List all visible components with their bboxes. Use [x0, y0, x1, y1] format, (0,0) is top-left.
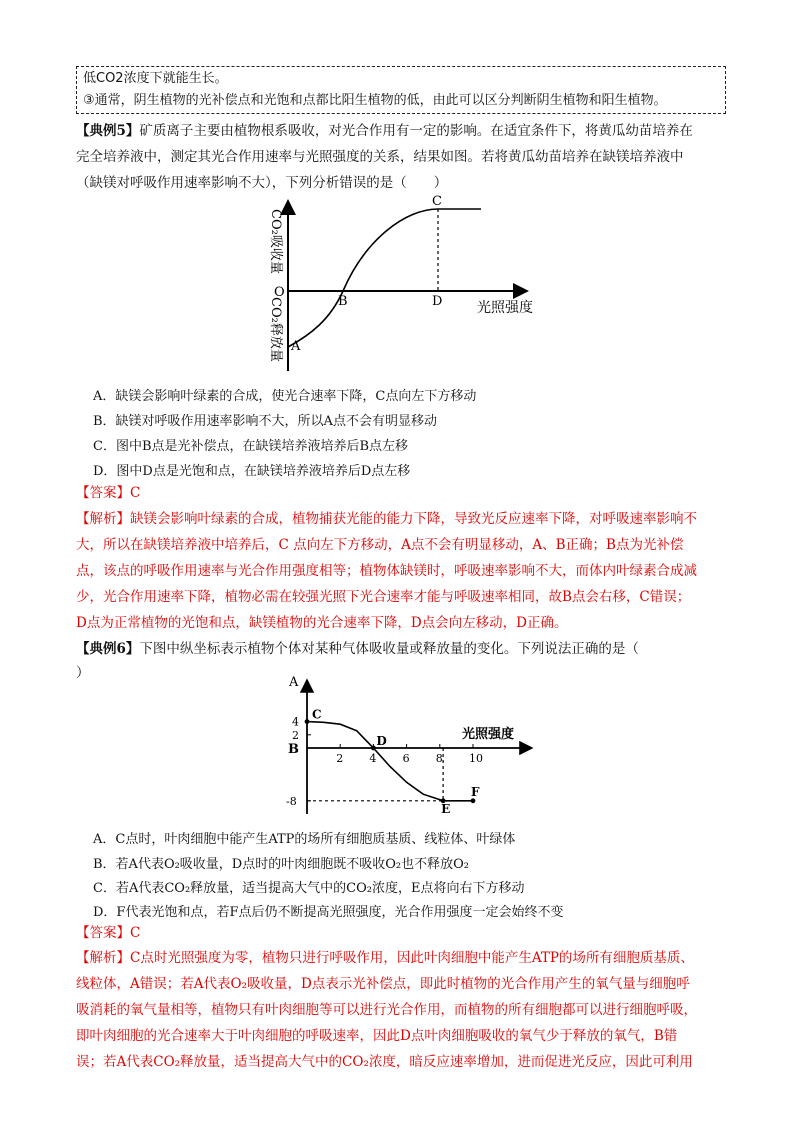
ex6-point-d-label: D	[376, 734, 387, 748]
ex6-analysis-4: 即叶肉细胞的光合速率大于叶肉细胞的呼吸速率，因此D点叶肉细胞吸收的氧气少于释放的氧气，B错	[76, 1028, 678, 1044]
ex6-y-tick-label: 2	[292, 728, 299, 742]
ex6-analysis-2: 线粒体，A错误；若A代表O₂吸收量，D点表示光补偿点，即此时植物的光合作用产生的氧气量与细胞呼	[76, 976, 690, 992]
ex6-option-b: B．若A代表O₂吸收量，D点时的叶肉细胞既不吸收O₂也不释放O₂	[93, 857, 469, 872]
ex5-analysis-5: D点为正常植物的光饱和点，缺镁植物的光合速率下降，D点会向左移动，D正确。	[76, 615, 568, 631]
ex6-option-c: C．若A代表CO₂释放量，适当提高大气中的CO₂浓度，E点将向右下方移动	[93, 881, 525, 896]
ex6-y-tick-label: 4	[292, 715, 299, 729]
ex6-point-f-label: F	[471, 784, 480, 799]
ex5-curve	[288, 209, 481, 347]
ex6-chart	[280, 676, 540, 816]
ex6-question-line-2: ）	[76, 665, 90, 681]
ex6-point-c-label: C	[312, 707, 322, 722]
ex5-option-b: B．缺镁对呼吸作用速率影响不大，所以A点不会有明显移动	[93, 414, 437, 429]
ex6-b-label: B	[288, 742, 299, 757]
note-line-1: 低CO2浓度下就能生长。	[83, 71, 228, 86]
ex5-point-a: A	[291, 339, 301, 354]
ex6-y-axis-label: A	[289, 676, 299, 690]
ex6-q1-text: 下图中纵坐标表示植物个体对某种气体吸收量或释放量的变化。下列说法正确的是（	[139, 641, 639, 657]
ex5-question-line-1	[76, 118, 693, 144]
ex6-question-line-1	[76, 636, 639, 662]
ex6-analysis-5: 误；若A代表CO₂释放量，适当提高大气中的CO₂浓度，暗反应速率增加，进而促进光反应，因此可利用	[76, 1054, 693, 1070]
ex5-option-a: A．缺镁会影响叶绿素的合成，使光合速率下降，C点向左下方移动	[93, 389, 477, 404]
ex5-x-label: 光照强度	[477, 300, 533, 316]
ex5-tag: 【典例5】	[76, 123, 140, 139]
ex5-y-down-label: CO₂释放量	[268, 297, 283, 362]
ex6-x-label: 光照强度	[462, 727, 515, 742]
note-line-2: ③通常，阴生植物的光补偿点和光饱和点都比阳生植物的低，由此可以区分判断阴生植物和阳生植物。	[83, 93, 667, 108]
ex5-question-line-3: （缺镁对呼吸作用速率影响不大），下列分析错误的是（ ）	[76, 175, 448, 191]
ex6-option-a: A．C点时，叶肉细胞中能产生ATP的场所有细胞质基质、线粒体、叶绿体	[93, 832, 516, 847]
ex6-point-c-dot	[305, 719, 310, 724]
ex5-option-c: C．图中B点是光补偿点，在缺镁培养液培养后B点左移	[93, 439, 409, 454]
ex5-y-up-label: CO₂吸收量	[268, 209, 283, 274]
ex5-point-b: B	[338, 294, 348, 309]
ex5-option-d: D．图中D点是光饱和点，在缺镁培养液培养后D点左移	[93, 464, 411, 479]
ex6-point-e-label: E	[441, 801, 451, 816]
ex5-q1-text: 矿质离子主要由植物根系吸收，对光合作用有一定的影响。在适宜条件下，将黄瓜幼苗培养在	[139, 123, 693, 139]
ex6-answer: 【答案】C	[76, 925, 141, 941]
ex5-analysis-3: 点，该点的呼吸作用速率与光合作用强度相等；植物体缺镁时，呼吸速率影响不大，而体内叶绿素合成减	[76, 563, 697, 579]
ex6-tag: 【典例6】	[76, 641, 140, 657]
ex6-analysis-3: 吸消耗的氧气量相等，植物只有叶肉细胞等可以进行光合作用，而植物的所有细胞都可以进行细胞呼吸，	[76, 1002, 697, 1018]
note-box	[76, 66, 726, 114]
ex5-origin-label: O	[274, 285, 285, 300]
ex5-question-line-2: 完全培养液中，测定其光合作用速率与光照强度的关系，结果如图。若将黄瓜幼苗培养在缺镁培养液中	[76, 149, 684, 165]
ex5-answer: 【答案】C	[76, 485, 141, 501]
ex6-point-d-dot	[371, 746, 376, 751]
ex6-option-d: D．F代表光饱和点，若F点后仍不断提高光照强度，光合作用强度一定会始终不变	[93, 905, 564, 920]
ex5-analysis-1: 【解析】缺镁会影响叶绿素的合成，植物捕获光能的能力下降，导致光反应速率下降，对呼吸速率影响不	[76, 511, 697, 527]
ex5-chart	[255, 195, 575, 375]
ex5-point-c: C	[432, 195, 442, 209]
ex6-y-tick-label: -8	[286, 794, 297, 808]
ex6-x-tick-label: 2	[336, 752, 344, 765]
ex6-analysis-1: 【解析】C点时光照强度为零，植物只进行呼吸作用，因此叶肉细胞中能产生ATP的场所有细胞质基质、	[76, 950, 694, 966]
ex6-x-tick-label: 4	[369, 752, 377, 765]
ex6-x-tick-label: 8	[435, 752, 443, 765]
ex5-point-d: D	[432, 294, 443, 309]
ex5-analysis-2: 大，所以在缺镁培养液中培养后，C 点向左下方移动，A点不会有明显移动，A、B正确；B点为光补偿	[76, 537, 684, 553]
ex6-point-f-dot	[471, 798, 476, 803]
ex5-analysis-4: 少，光合作用速率下降，植物必需在较强光照下光合速率才能与呼吸速率相同，故B点会右移，C错误；	[76, 589, 691, 605]
ex6-x-tick-label: 6	[402, 752, 410, 765]
ex6-x-tick-label: 10	[469, 752, 483, 765]
